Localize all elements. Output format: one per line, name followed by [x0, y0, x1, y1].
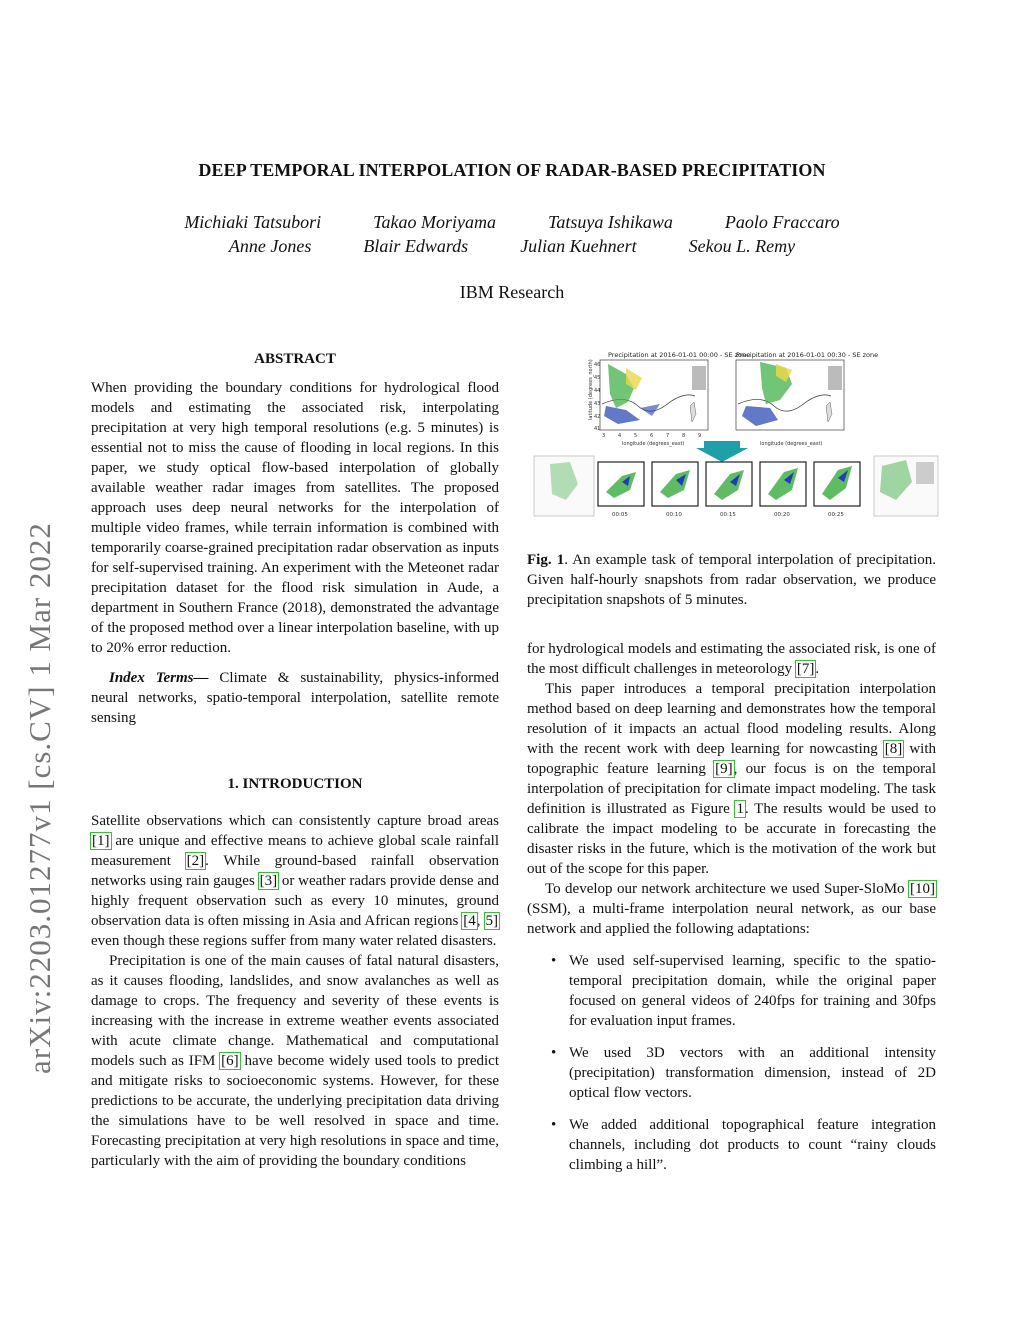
map-title: Precipitation at 2016-01-01 00:00 - SE zone	[608, 351, 751, 359]
x-tick: 7	[666, 433, 670, 439]
text-run: To develop our network architecture we used Super-SloMo	[545, 881, 909, 897]
x-tick: 4	[618, 433, 622, 439]
frame-label: 00:05	[612, 512, 628, 518]
text-run: Satellite observations which can consistently capture broad areas	[91, 813, 499, 829]
text-run: or weather radars provide dense and highly frequent observation such as every 10 minutes, ground observation data is often missing in Asia and African regions	[91, 873, 499, 929]
figure-1-graphic	[530, 344, 942, 524]
text-run: , our focus is on the temporal interpolation of precipitation for climate impact modeling. The task definition is illustrated as Figure	[527, 761, 936, 817]
author: Sekou L. Remy	[688, 236, 796, 256]
citation-link[interactable]: [7]	[796, 661, 815, 677]
x-axis-label: longitude (degrees_east)	[760, 441, 823, 447]
text-run: This paper introduces a temporal precipitation interpolation method based on deep learning and demonstrates how the temporal resolution of it impacts an actual flood modeling results. Along with the recent work with deep learning for nowcasting	[527, 681, 936, 757]
map-top-right	[736, 351, 878, 447]
citation-link[interactable]: [4	[463, 913, 476, 929]
abstract-section	[91, 378, 499, 728]
citation-link[interactable]: [3]	[259, 873, 278, 889]
citation-link[interactable]: [10]	[910, 881, 935, 897]
citation-link[interactable]: [8]	[884, 741, 903, 757]
citation-link[interactable]: [9]	[715, 761, 733, 777]
frame-strip	[534, 456, 938, 518]
author-row-1	[0, 212, 1024, 233]
frame-label: 00:20	[774, 512, 790, 518]
text-run: . The results would be used to calibrate the impact modeling to be accurate in forecasting the disaster risks in the future, which is the motivation of the work but out of the scope for this paper.	[527, 801, 936, 877]
frame	[598, 462, 644, 518]
y-axis-label: latitude (degrees_north)	[588, 359, 594, 420]
frame-label: 00:25	[828, 512, 844, 518]
text-run: (SSM), a multi-frame interpolation neural network, as our base network and applied the following adaptations:	[527, 901, 936, 937]
index-terms	[91, 668, 499, 728]
text-run: are unique and effective means to achieve global scale rainfall measurement	[91, 833, 499, 869]
arxiv-id: arXiv:2203.01277v1 [cs.CV] 1 Mar 2022	[22, 522, 57, 1074]
figure-link[interactable]: 1	[736, 801, 744, 817]
frame	[814, 462, 860, 518]
y-tick: 41	[594, 426, 601, 432]
y-tick: 43	[594, 401, 601, 407]
x-tick: 8	[682, 433, 686, 439]
frame	[652, 462, 698, 518]
frame	[706, 462, 752, 518]
map-title: Precipitation at 2016-01-01 00:30 - SE zone	[736, 351, 879, 359]
y-tick: 44	[594, 388, 601, 394]
y-tick: 42	[594, 414, 601, 420]
caption-text: . An example task of temporal interpolation of precipitation. Given half-hourly snapshots from radar observation, we produce precipitation snapshots of 5 minutes.	[527, 552, 936, 608]
author-row-2	[0, 236, 1024, 257]
right-column-text	[527, 639, 936, 1187]
y-tick: 46	[594, 362, 601, 368]
abstract-text: When providing the boundary conditions for hydrological flood models and estimating the associated risk, interpolating precipitation at very high temporal resolutions (e.g. 5 minutes) is essential not to miss the cause of flooding in local regions. In this paper, we study optical flow-based interpolation of globally available weather radar images from satellites. The proposed approach uses deep neural networks for the interpolation of multiple video frames, while terrain information is combined with temporarily coarse-grained precipitation radar observation as inputs for self-supervised training. An experiment with the Meteonet radar precipitation dataset for the flood risk simulation in Aude, a department in Southern France (2018), demonstrated the advantage of the proposed method over a linear interpolation baseline, with up to 20% error reduction.	[91, 380, 499, 656]
x-tick: 3	[602, 433, 606, 439]
masked-region	[916, 462, 934, 484]
author: Paolo Fraccaro	[724, 212, 840, 232]
citation-link[interactable]: [1]	[92, 833, 110, 849]
x-tick: 9	[698, 433, 702, 439]
intro-heading: 1. INTRODUCTION	[227, 776, 363, 792]
x-tick: 6	[650, 433, 654, 439]
text-run: for hydrological models and estimating the associated risk, is one of the most difficult challenges in meteorology	[527, 641, 936, 677]
author: Julian Kuehnert	[520, 236, 637, 256]
index-terms-text: Climate & sustainability, physics-informed neural networks, spatio-temporal interpolation, satellite remote sensing	[91, 670, 499, 726]
adaptation-list	[527, 951, 936, 1175]
intro-section	[91, 811, 499, 1171]
figure-caption	[527, 550, 936, 610]
citation-link[interactable]: [2]	[186, 853, 205, 869]
index-terms-label: Index Terms—	[109, 670, 209, 686]
list-item: • We added additional topographical feature integration channels, including dot products to count “rainy clouds climbing a hill”.	[527, 1115, 936, 1175]
author: Blair Edwards	[363, 236, 469, 256]
frame-label: 00:15	[720, 512, 736, 518]
text-run: have become widely used tools to predict and mitigate risks to socioeconomic systems. However, for these predictions to be accurate, the underlying precipitation data driving the simulations have to be well resolved in space and time. Forecasting precipitation at very high resolutions in space and time, particularly with the aim of providing the boundary conditions	[91, 1053, 499, 1169]
frame	[760, 462, 806, 518]
intro-paragraph-2	[91, 951, 499, 1171]
text-run: .	[815, 661, 820, 677]
list-item: • We used self-supervised learning, specific to the spatio-temporal precipitation domain, while the original paper focused on general videos of 240fps for training and 30fps for evaluation input frames.	[527, 951, 936, 1031]
author: Takao Moriyama	[373, 212, 497, 232]
author: Tatsuya Ishikawa	[548, 212, 673, 232]
x-axis-label: longitude (degrees_east)	[622, 441, 685, 447]
abstract-heading	[91, 349, 499, 369]
intro-heading-wrap	[91, 774, 499, 794]
masked-region	[828, 366, 842, 390]
map-top-left	[588, 351, 750, 447]
abstract-title: ABSTRACT	[254, 351, 336, 367]
frame-label: 00:10	[666, 512, 682, 518]
author: Anne Jones	[228, 236, 312, 256]
caption-label: Fig. 1	[527, 552, 565, 568]
citation-link[interactable]: 5]	[485, 913, 498, 929]
text-run: even though these regions suffer from many water related disasters.	[91, 933, 497, 949]
citation-link[interactable]: [6]	[221, 1053, 239, 1069]
text-run: Precipitation is one of the main causes of fatal natural disasters, as it causes flooding, landslides, and snow avalanches as well as damage to crops. The frequency and severity of these events is increasing with the increase in extreme weather events associated with acute climate change. Mathematical and computational models such as IFM	[91, 953, 499, 1069]
figure-1	[530, 344, 942, 524]
text-run: ,	[476, 913, 485, 929]
paper-title: DEEP TEMPORAL INTERPOLATION OF RADAR-BASED PRECIPITATION	[198, 160, 826, 180]
text-run: with topographic feature learning	[527, 741, 936, 777]
y-tick: 45	[594, 375, 601, 381]
intro-paragraph-1	[91, 811, 499, 951]
masked-region	[692, 366, 706, 390]
list-item: • We used 3D vectors with an additional intensity (precipitation) transformation dimension, instead of 2D optical flow vectors.	[527, 1043, 936, 1103]
affiliation: IBM Research	[459, 282, 565, 302]
author: Michiaki Tatsubori	[184, 212, 322, 232]
arrow-down-icon	[696, 441, 748, 462]
right-paragraph-3	[527, 879, 936, 939]
right-paragraph-2	[527, 679, 936, 879]
text-run: . While ground-based rainfall observation networks using rain gauges	[91, 853, 499, 889]
x-tick: 5	[634, 433, 638, 439]
right-paragraph-1	[527, 639, 936, 679]
